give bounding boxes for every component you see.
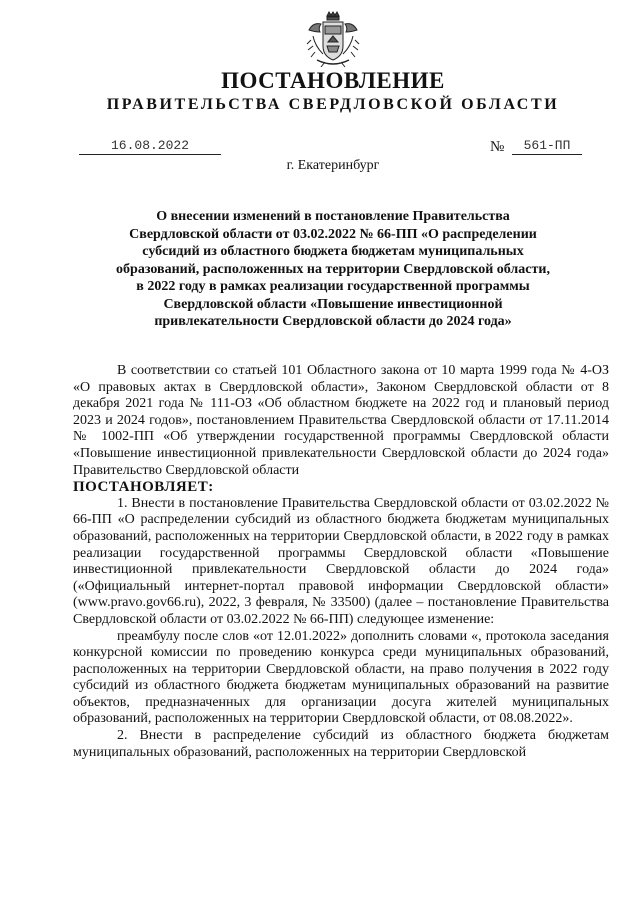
title-line: Свердловской области от 03.02.2022 № 66-ПП «О распределении [129, 226, 537, 242]
title-line: образований, расположенных на территории Свердловской области, [116, 261, 550, 277]
city-line: г. Екатеринбург [286, 158, 380, 173]
document-date: 16.08.2022 [79, 137, 221, 155]
number-sign: № [490, 139, 505, 155]
title-line: О внесении изменений в постановление Правительства [156, 209, 510, 224]
issuing-authority: ПРАВИТЕЛЬСТВА СВЕРДЛОВСКОЙ ОБЛАСТИ [106, 96, 560, 113]
title-line: привлекательности Свердловской области до 2024 года» [154, 314, 512, 329]
preamble-paragraph: В соответствии со статьей 101 Областного закона от 10 марта 1999 года № 4-ОЗ «О правовых актах в Свердловской области», Законом Свердловской области от 8 декабря 2021 года № 111-ОЗ «Об областном бюджете на 2022 год и плановый период 2023 и 2024 годов», постановлением Правительства Свердловской области от 17.11.2014 № 1002-ПП «Об утверждении государственной программы Свердловской области «Повышение инвестиционной привлекательности Свердловской области до 2024 года» Правительство Свердловской области [73, 363, 609, 478]
title-line: субсидий из областного бюджета бюджетам муниципальных [142, 244, 524, 259]
decree-word: ПОСТАНОВЛЯЕТ: [73, 479, 214, 496]
document-body [73, 363, 609, 761]
item-2-paragraph: 2. Внести в распределение субсидий из областного бюджета бюджетам муниципальных образований, расположенных на территории Свердловской [73, 728, 609, 760]
item-1-paragraph: 1. Внести в постановление Правительства Свердловской области от 03.02.2022 № 66-ПП «О распределении субсидий из областного бюджета бюджетам муниципальных образований, расположенных на территории Свердловской области, в 2022 году в рамках реализации государственной программы Свердловской области «Повышение инвестиционной привлекательности Свердловской области до 2024 года» («Официальный интернет-портал правовой информации Свердловской области» (www.pravo.gov66.ru), 2022, 3 февраля, № 33500) (далее – постановление Правительства Свердловской области от 03.02.2022 № 66-ПП) следующее изменение: [73, 495, 609, 627]
document-type-heading: ПОСТАНОВЛЕНИЕ [221, 68, 445, 93]
document-title [90, 208, 576, 331]
title-line: в 2022 году в рамках реализации государственной программы [136, 279, 530, 294]
title-line: Свердловской области «Повышение инвестиционной [163, 296, 503, 312]
coat-of-arms-icon [303, 10, 363, 68]
document-number: 561-ПП [512, 137, 582, 155]
item-1-change-paragraph: преамбулу после слов «от 12.01.2022» дополнить словами «, протокола заседания конкурсной комиссии по проведению конкурса среди муниципальных образований, расположенных на территории Свердловской области, на право получения в 2022 году субсидий из областного бюджета бюджетам муниципальных образований на развитие объектов, предназначенных для организации досуга жителей муниципальных образований, расположенных на территории Свердловской области, от 08.08.2022». [73, 628, 609, 727]
